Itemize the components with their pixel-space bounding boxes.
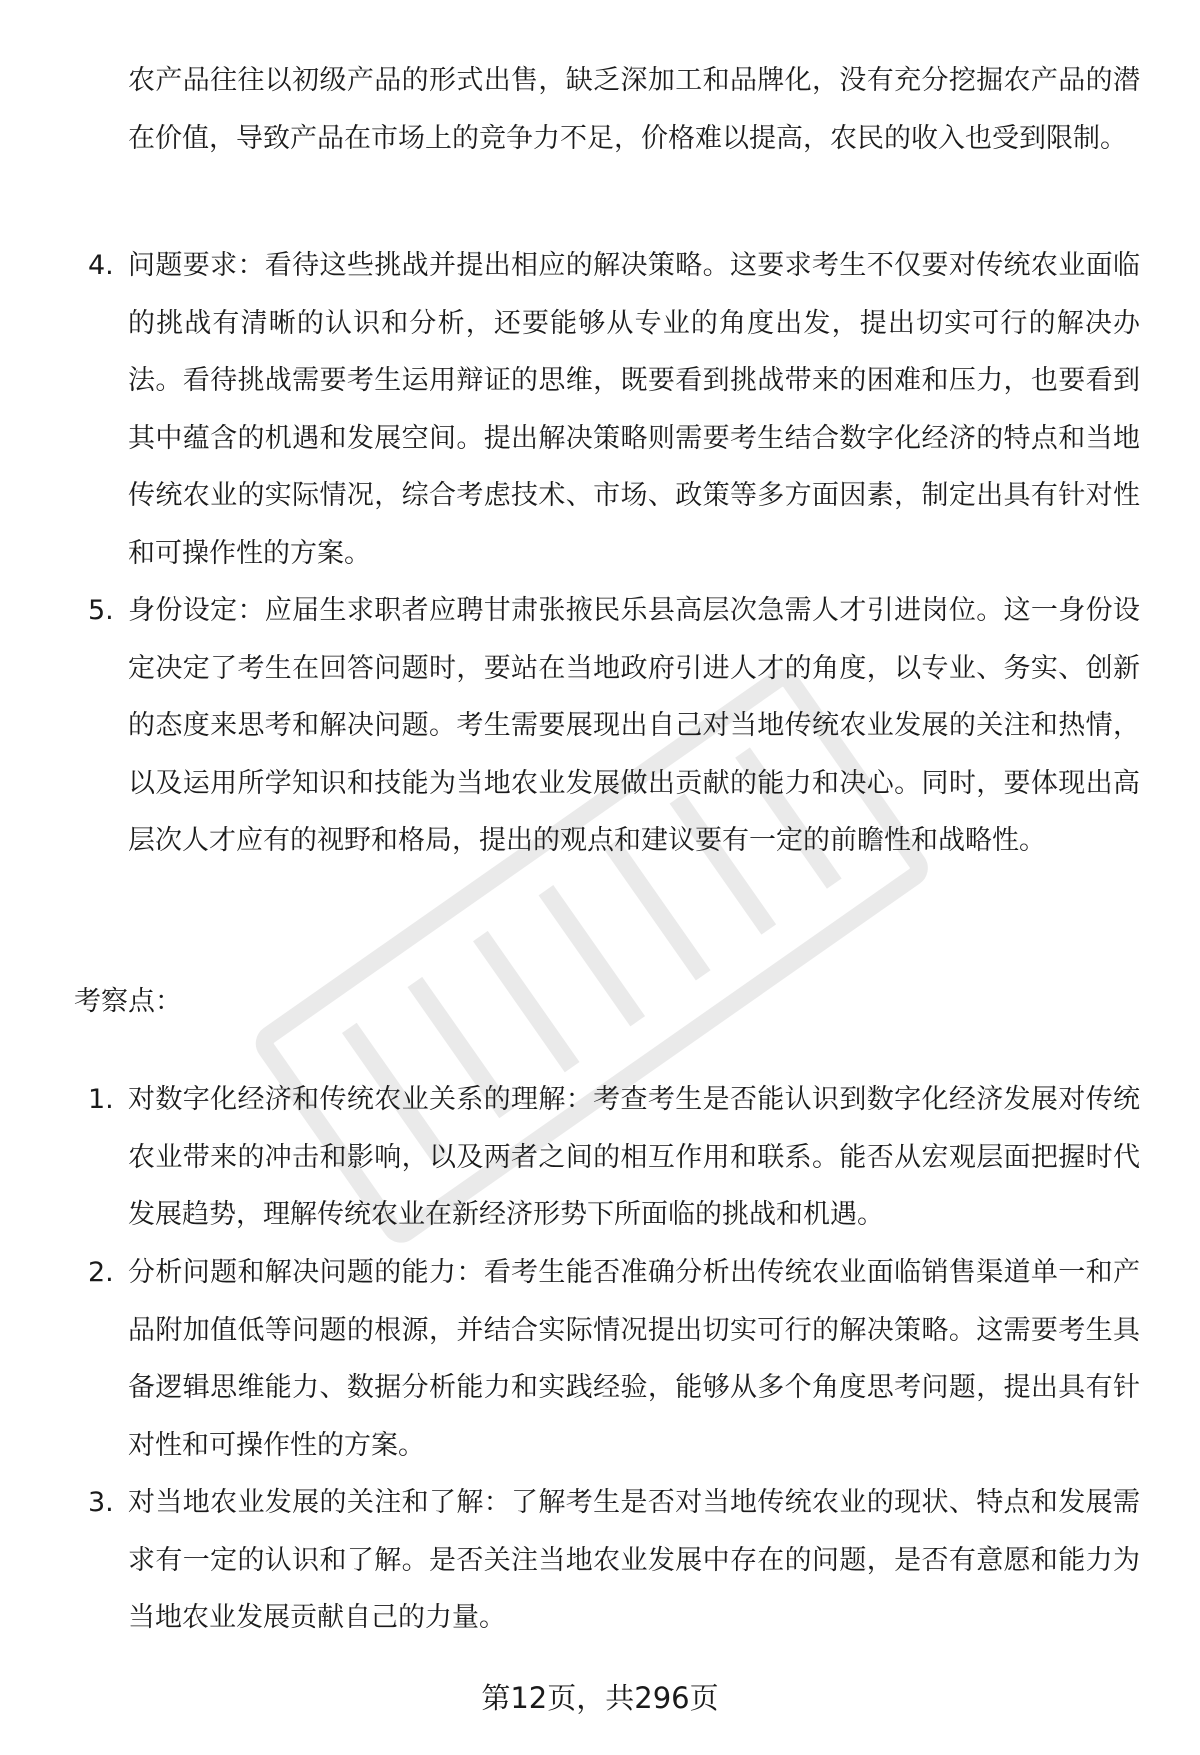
list-number: 2. [88,1257,114,1288]
analysis-item-5 [88,582,1140,870]
analysis-item-4 [88,237,1140,582]
list-number: 1. [88,1084,114,1115]
list-item-text: 身份设定：应届生求职者应聘甘肃张掖民乐县高层次急需人才引进岗位。这一身份设定决定了考生在回答问题时，要站在当地政府引进人才的角度，以专业、务实、创新的态度来思考和解决问题。考生需要展现出自己对当地传统农业发展的关注和热情，以及运用所学知识和技能为当地农业发展做出贡献的能力和决心。同时，要体现出高层次人才应有的视野和格局，提出的观点和建议要有一定的前瞻性和战略性。 [128,595,1140,856]
exam-point-1 [88,1071,1140,1244]
list-item-text: 对数字化经济和传统农业关系的理解：考查考生是否能认识到数字化经济发展对传统农业带来的冲击和影响，以及两者之间的相互作用和联系。能否从宏观层面把握时代发展趋势，理解传统农业在新经济形势下所面临的挑战和机遇。 [128,1084,1140,1230]
list-number: 5. [88,595,114,626]
list-item-text: 分析问题和解决问题的能力：看考生能否准确分析出传统农业面临销售渠道单一和产品附加值低等问题的根源，并结合实际情况提出切实可行的解决策略。这需要考生具备逻辑思维能力、数据分析能力和实践经验，能够从多个角度思考问题，提出具有针对性和可操作性的方案。 [128,1257,1140,1461]
list-item-text: 对当地农业发展的关注和了解：了解考生是否对当地传统农业的现状、特点和发展需求有一定的认识和了解。是否关注当地农业发展中存在的问题，是否有意愿和能力为当地农业发展贡献自己的力量。 [128,1487,1140,1633]
exam-point-3 [88,1474,1140,1647]
exam-point-2 [88,1244,1140,1474]
section-heading: 考察点： [74,986,182,1017]
continuation-paragraph: 农产品往往以初级产品的形式出售，缺乏深加工和品牌化，没有充分挖掘农产品的潜在价值，导致产品在市场上的竞争力不足，价格难以提高，农民的收入也受到限制。 [128,65,1140,154]
page-footer: 第12页，共296页 [481,1681,719,1715]
list-number: 3. [88,1487,114,1518]
list-item-text: 问题要求：看待这些挑战并提出相应的解决策略。这要求考生不仅要对传统农业面临的挑战有清晰的认识和分析，还要能够从专业的角度出发，提出切实可行的解决办法。看待挑战需要考生运用辩证的思维，既要看到挑战带来的困难和压力，也要看到其中蕴含的机遇和发展空间。提出解决策略则需要考生结合数字化经济的特点和当地传统农业的实际情况，综合考虑技术、市场、政策等多方面因素，制定出具有针对性和可操作性的方案。 [128,250,1140,569]
list-number: 4. [88,250,114,281]
